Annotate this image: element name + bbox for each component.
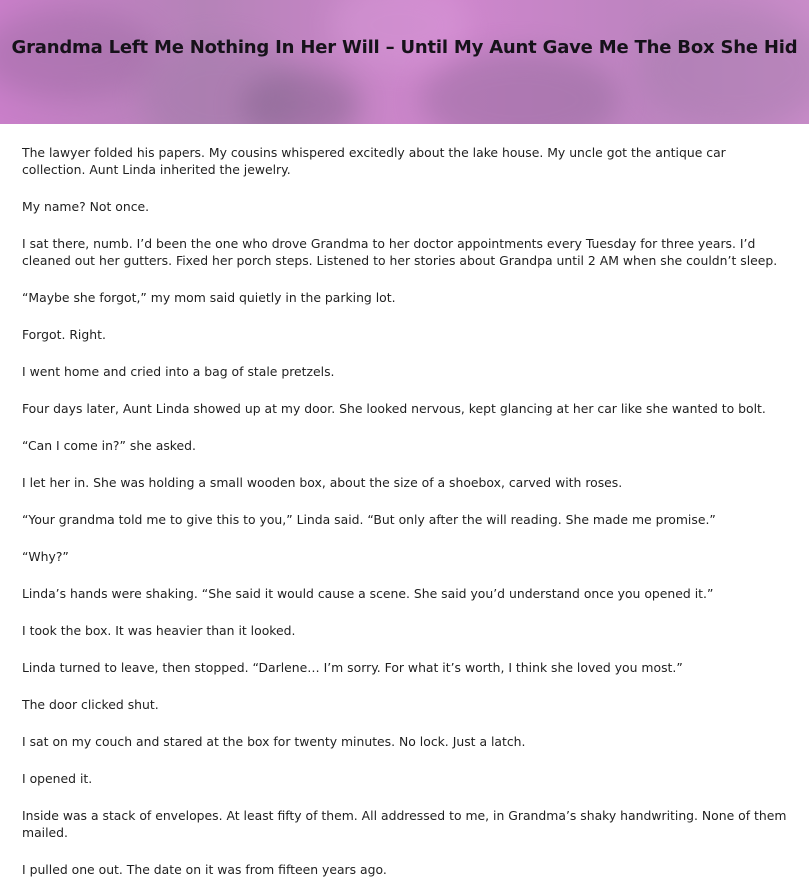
article-paragraph: My name? Not once.: [22, 199, 150, 214]
article-paragraph: I sat on my couch and stared at the box for twenty minutes. No lock. Just a latch.: [22, 734, 526, 749]
article-paragraph: “Can I come in?” she asked.: [22, 438, 196, 453]
article-paragraph: The lawyer folded his papers. My cousins whispered excitedly about the lake house. My uncle got the antique car collection. Aunt Linda inherited the jewelry.: [22, 145, 726, 177]
article-paragraph: I let her in. She was holding a small wooden box, about the size of a shoebox, carved with roses.: [22, 475, 623, 490]
article-paragraph: Four days later, Aunt Linda showed up at my door. She looked nervous, kept glancing at her car like she wanted to bolt.: [22, 401, 766, 416]
article-paragraph: “Maybe she forgot,” my mom said quietly in the parking lot.: [22, 290, 396, 305]
article-paragraph: I took the box. It was heavier than it looked.: [22, 623, 296, 638]
article-paragraph: Linda turned to leave, then stopped. “Darlene… I’m sorry. For what it’s worth, I think she loved you most.”: [22, 660, 683, 675]
article-paragraph: The door clicked shut.: [22, 697, 159, 712]
article-title: Grandma Left Me Nothing In Her Will – Until My Aunt Gave Me The Box She Hid: [11, 37, 798, 58]
article-paragraph: Forgot. Right.: [22, 327, 106, 342]
article-paragraph: “Your grandma told me to give this to you,” Linda said. “But only after the will reading. She made me promise.”: [22, 512, 716, 527]
banner-blur-shape: [330, 0, 470, 70]
banner-blur-shape: [640, 10, 809, 124]
article-body: [0, 124, 809, 878]
article-paragraph: I went home and cried into a bag of stale pretzels.: [22, 364, 335, 379]
header-banner: [0, 0, 809, 124]
banner-blur-shape: [420, 50, 620, 124]
article-paragraph: I opened it.: [22, 771, 93, 786]
article-paragraph: “Why?”: [22, 549, 69, 564]
article-paragraph: I sat there, numb. I’d been the one who drove Grandma to her doctor appointments every Tuesday for three years. I’d cleaned out her gutters. Fixed her porch steps. Listened to her stories about Grandpa until 2 AM when she couldn’t sleep.: [22, 236, 778, 268]
article-paragraph: Linda’s hands were shaking. “She said it would cause a scene. She said you’d understand once you opened it.”: [22, 586, 714, 601]
article-paragraph: I pulled one out. The date on it was from fifteen years ago.: [22, 862, 387, 877]
article-paragraph: Inside was a stack of envelopes. At least fifty of them. All addressed to me, in Grandma’s shaky handwriting. None of them mailed.: [22, 808, 787, 840]
